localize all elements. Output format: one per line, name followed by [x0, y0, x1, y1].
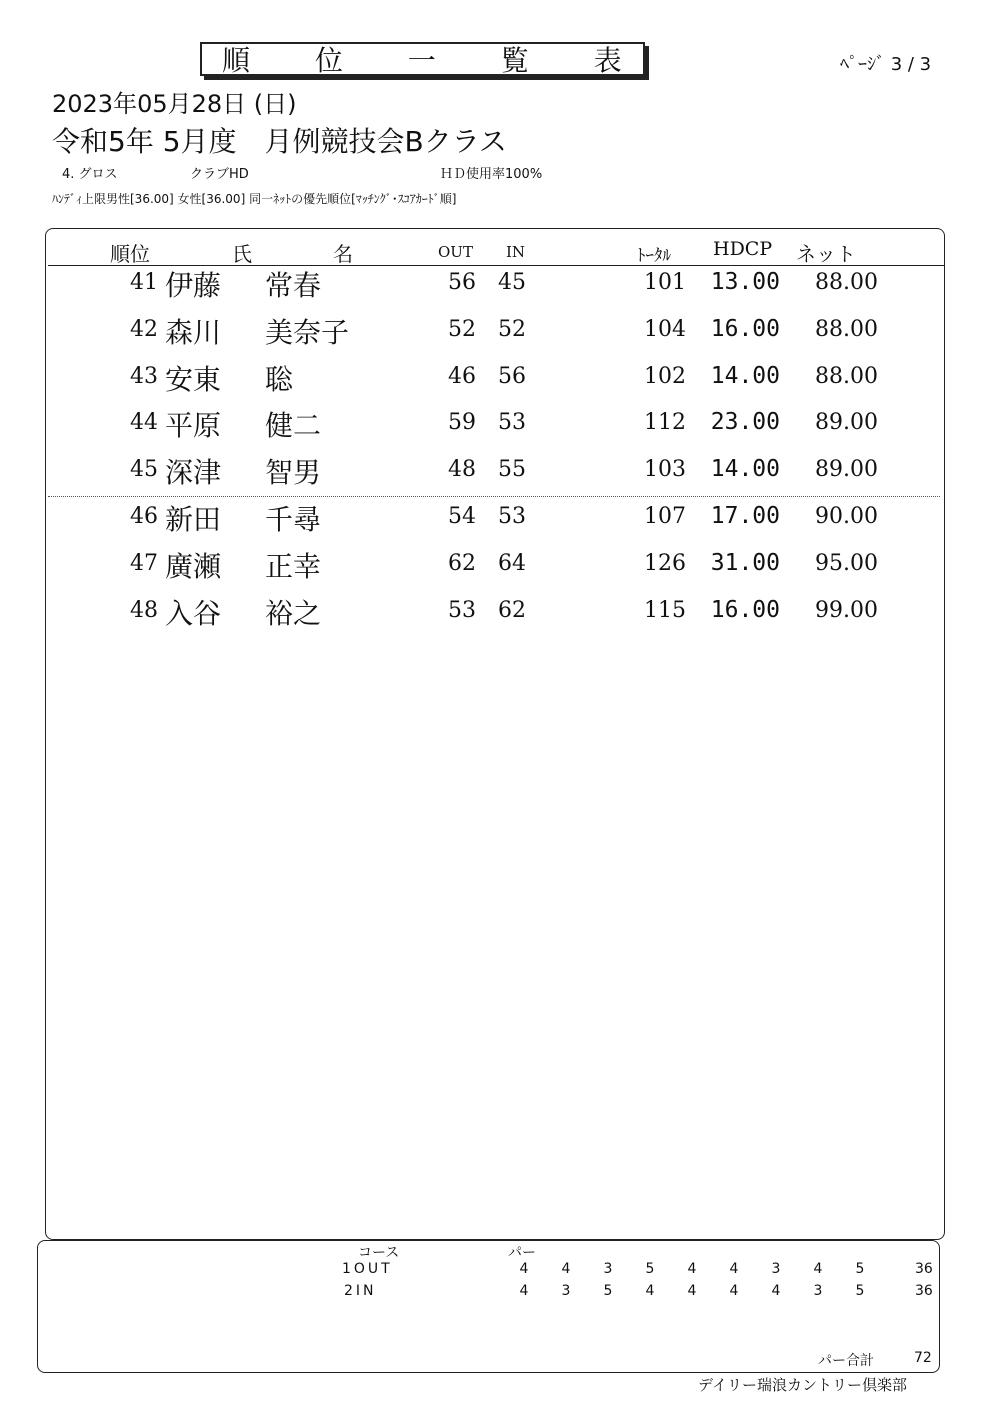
- rank-cell: 41: [130, 270, 158, 295]
- net-score-cell: 95.00: [815, 550, 878, 576]
- total-score-cell: 104: [644, 316, 686, 342]
- table-row: [0, 545, 1000, 591]
- course-label: コース: [358, 1245, 400, 1261]
- hd-rate-label: ＨＤ使用率100%: [440, 167, 543, 182]
- hdcp-cell: 14.00: [710, 362, 780, 389]
- in-score-cell: 55: [498, 457, 526, 483]
- hole-par: 3: [813, 1283, 823, 1299]
- table-row: [0, 592, 1000, 638]
- hole-par: 4: [729, 1283, 739, 1299]
- hole-par: 4: [519, 1261, 529, 1277]
- event-name: 令和5年 5月度 月例競技会Bクラス: [52, 125, 507, 158]
- in-score-cell: 45: [498, 270, 526, 295]
- hole-par: 4: [687, 1261, 697, 1277]
- col-header-out: OUT: [438, 243, 473, 261]
- rank-cell: 47: [130, 550, 158, 576]
- total-score-cell: 102: [644, 363, 686, 389]
- hole-par: 4: [687, 1283, 697, 1299]
- given-name-cell: 千尋: [265, 503, 322, 536]
- out-score-cell: 54: [448, 504, 476, 529]
- hole-par: 4: [645, 1283, 655, 1299]
- rank-cell: 45: [130, 457, 158, 483]
- rank-cell: 43: [130, 363, 158, 389]
- total-score-cell: 107: [644, 504, 686, 529]
- par-label: パー: [508, 1245, 536, 1261]
- hole-par: 4: [813, 1261, 823, 1277]
- in-score-cell: 53: [498, 410, 526, 436]
- col-header-net: ネット: [796, 242, 856, 266]
- surname-cell: 森川: [165, 315, 222, 349]
- par-total-label: パー合計: [818, 1353, 874, 1369]
- given-name-cell: 健二: [265, 409, 322, 443]
- event-date: 2023年05月28日 (日): [52, 90, 297, 118]
- net-score-cell: 89.00: [815, 410, 878, 436]
- course-par-sum: 36: [915, 1283, 933, 1299]
- rank-cell: 46: [130, 504, 158, 529]
- surname-cell: 深津: [165, 456, 222, 490]
- out-score-cell: 62: [448, 550, 476, 576]
- table-row: [0, 451, 1000, 497]
- total-score-cell: 126: [644, 550, 686, 576]
- hole-par: 4: [519, 1283, 529, 1299]
- hdcp-cell: 31.00: [710, 549, 780, 576]
- out-score-cell: 52: [448, 316, 476, 342]
- rank-cell: 44: [130, 410, 158, 436]
- club-name: デイリー瑞浪カントリー倶楽部: [698, 1376, 907, 1394]
- hole-par: 5: [603, 1283, 613, 1299]
- page-title: 順 位 一 覧 表: [200, 42, 645, 76]
- table-row: [0, 498, 1000, 544]
- table-row: [0, 404, 1000, 450]
- hdcp-cell: 16.00: [710, 596, 780, 623]
- in-score-cell: 52: [498, 316, 526, 342]
- total-score-cell: 101: [644, 270, 686, 295]
- surname-cell: 廣瀬: [165, 549, 222, 583]
- course-par-sum: 36: [915, 1261, 933, 1277]
- net-score-cell: 99.00: [815, 597, 878, 623]
- net-score-cell: 89.00: [815, 457, 878, 483]
- hole-par: 4: [771, 1283, 781, 1299]
- out-score-cell: 59: [448, 410, 476, 436]
- given-name-cell: 美奈子: [265, 315, 350, 349]
- hole-par: 5: [855, 1283, 865, 1299]
- hdcp-cell: 14.00: [710, 456, 780, 483]
- total-score-cell: 103: [644, 457, 686, 483]
- net-score-cell: 88.00: [815, 270, 878, 295]
- hole-par: 3: [603, 1261, 613, 1277]
- hdcp-cell: 17.00: [710, 503, 780, 529]
- surname-cell: 新田: [165, 503, 222, 536]
- table-row: [0, 311, 1000, 357]
- total-score-cell: 112: [644, 410, 686, 436]
- rank-cell: 48: [130, 597, 158, 623]
- out-score-cell: 53: [448, 597, 476, 623]
- surname-cell: 伊藤: [165, 269, 222, 302]
- hdcp-cell: 13.00: [710, 269, 780, 295]
- par-total-value: 72: [914, 1350, 932, 1366]
- given-name-cell: 常春: [265, 269, 322, 302]
- hdcp-cell: 23.00: [710, 409, 780, 436]
- col-header-rank: 順位: [110, 242, 150, 266]
- in-score-cell: 53: [498, 504, 526, 529]
- par-table: [37, 1240, 940, 1373]
- page-number: ﾍﾟｰｼﾞ 3 / 3: [840, 54, 932, 75]
- col-header-in: IN: [506, 243, 526, 261]
- surname-cell: 安東: [165, 362, 222, 396]
- col-header-hdcp: HDCP: [713, 238, 773, 260]
- course-name: 1OUT: [342, 1261, 393, 1277]
- hd-type-label: クラブHD: [190, 167, 249, 182]
- col-header-mei: 名: [333, 242, 353, 266]
- in-score-cell: 56: [498, 363, 526, 389]
- surname-cell: 入谷: [165, 596, 222, 630]
- out-score-cell: 46: [448, 363, 476, 389]
- hole-par: 5: [645, 1261, 655, 1277]
- course-name: 2IN: [344, 1283, 377, 1299]
- net-score-cell: 88.00: [815, 316, 878, 342]
- total-score-cell: 115: [644, 597, 686, 623]
- given-name-cell: 智男: [265, 456, 322, 490]
- category-label: 4. グロス: [62, 167, 118, 182]
- given-name-cell: 裕之: [265, 596, 322, 630]
- out-score-cell: 48: [448, 457, 476, 483]
- net-score-cell: 90.00: [815, 504, 878, 529]
- in-score-cell: 62: [498, 597, 526, 623]
- given-name-cell: 聡: [265, 362, 294, 396]
- rank-cell: 42: [130, 316, 158, 342]
- out-score-cell: 56: [448, 270, 476, 295]
- net-score-cell: 88.00: [815, 363, 878, 389]
- conditions-text: ﾊﾝﾃﾞｨ上限男性[36.00] 女性[36.00] 同一ﾈｯﾄの優先順位[ﾏｯﾁﾝｸﾞ･ｽｺｱｶｰﾄﾞ順]: [52, 192, 457, 206]
- col-header-total: ﾄｰﾀﾙ: [637, 246, 671, 266]
- hole-par: 3: [561, 1283, 571, 1299]
- col-header-shi: 氏: [232, 242, 252, 266]
- in-score-cell: 64: [498, 550, 526, 576]
- surname-cell: 平原: [165, 409, 222, 443]
- hdcp-cell: 16.00: [710, 315, 780, 342]
- table-row: [0, 264, 1000, 310]
- hole-par: 4: [729, 1261, 739, 1277]
- hole-par: 4: [561, 1261, 571, 1277]
- hole-par: 5: [855, 1261, 865, 1277]
- table-row: [0, 358, 1000, 404]
- given-name-cell: 正幸: [265, 549, 322, 583]
- hole-par: 3: [771, 1261, 781, 1277]
